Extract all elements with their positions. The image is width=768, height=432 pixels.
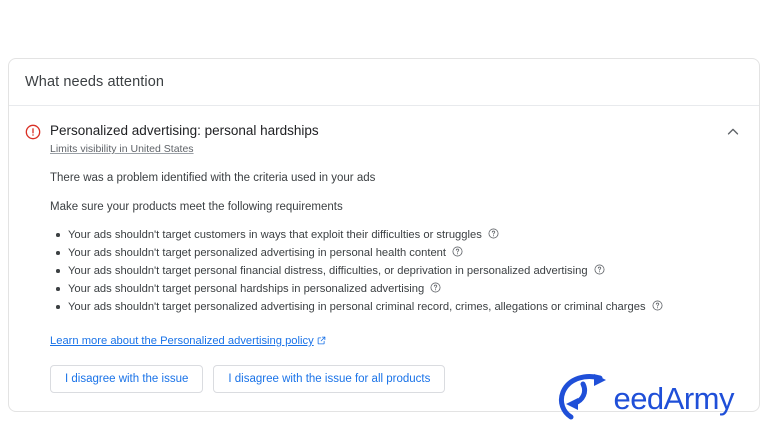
feedarmy-logo-text: eedArmy: [613, 380, 734, 416]
list-item: [50, 299, 743, 316]
list-item: [50, 263, 743, 280]
policy-link-label: Learn more about the Personalized advertising policy: [50, 335, 314, 347]
card-header: [9, 59, 759, 106]
help-icon[interactable]: [452, 246, 463, 262]
requirement-text: Your ads shouldn't target personal hardships in personalized advertising: [68, 283, 425, 295]
error-circle-icon: [25, 124, 41, 140]
issue-panel: [9, 106, 759, 411]
help-icon[interactable]: [488, 228, 499, 244]
chevron-up-icon[interactable]: [723, 122, 743, 142]
requirement-text: Your ads shouldn't target customers in ways that exploit their difficulties or struggles: [68, 229, 482, 241]
external-link-icon: [317, 336, 326, 348]
page-title: What needs attention: [25, 74, 165, 90]
disagree-with-issue-button[interactable]: I disagree with the issue: [50, 365, 203, 393]
requirement-text: Your ads shouldn't target personal financial distress, difficulties, or deprivation in personalized advertising: [68, 265, 588, 277]
requirement-text: Your ads shouldn't target personalized advertising in personal criminal record, crimes, allegations or criminal charges: [68, 301, 646, 313]
list-item: [50, 281, 743, 298]
issue-actions: [50, 365, 743, 393]
policy-learn-more-link[interactable]: [50, 335, 326, 348]
issue-intro-text: There was a problem identified with the criteria used in your ads: [50, 172, 376, 184]
requirement-text: Your ads shouldn't target personalized advertising in personal health content: [68, 247, 446, 259]
help-icon[interactable]: [430, 282, 441, 298]
help-icon[interactable]: [652, 300, 663, 316]
issue-header-text: [50, 122, 743, 157]
issue-title: Personalized advertising: personal hardships: [50, 123, 319, 138]
attention-card: [8, 58, 760, 416]
issue-header: [25, 122, 743, 157]
issue-body: [50, 171, 743, 393]
help-icon[interactable]: [594, 264, 605, 280]
disagree-all-products-button[interactable]: I disagree with the issue for all products: [213, 365, 445, 393]
list-item: [50, 227, 743, 244]
requirements-list: [50, 227, 743, 316]
list-item: [50, 245, 743, 262]
issue-visibility-note[interactable]: Limits visibility in United States: [50, 143, 194, 155]
issue-requirements-heading: Make sure your products meet the following requirements: [50, 201, 343, 213]
